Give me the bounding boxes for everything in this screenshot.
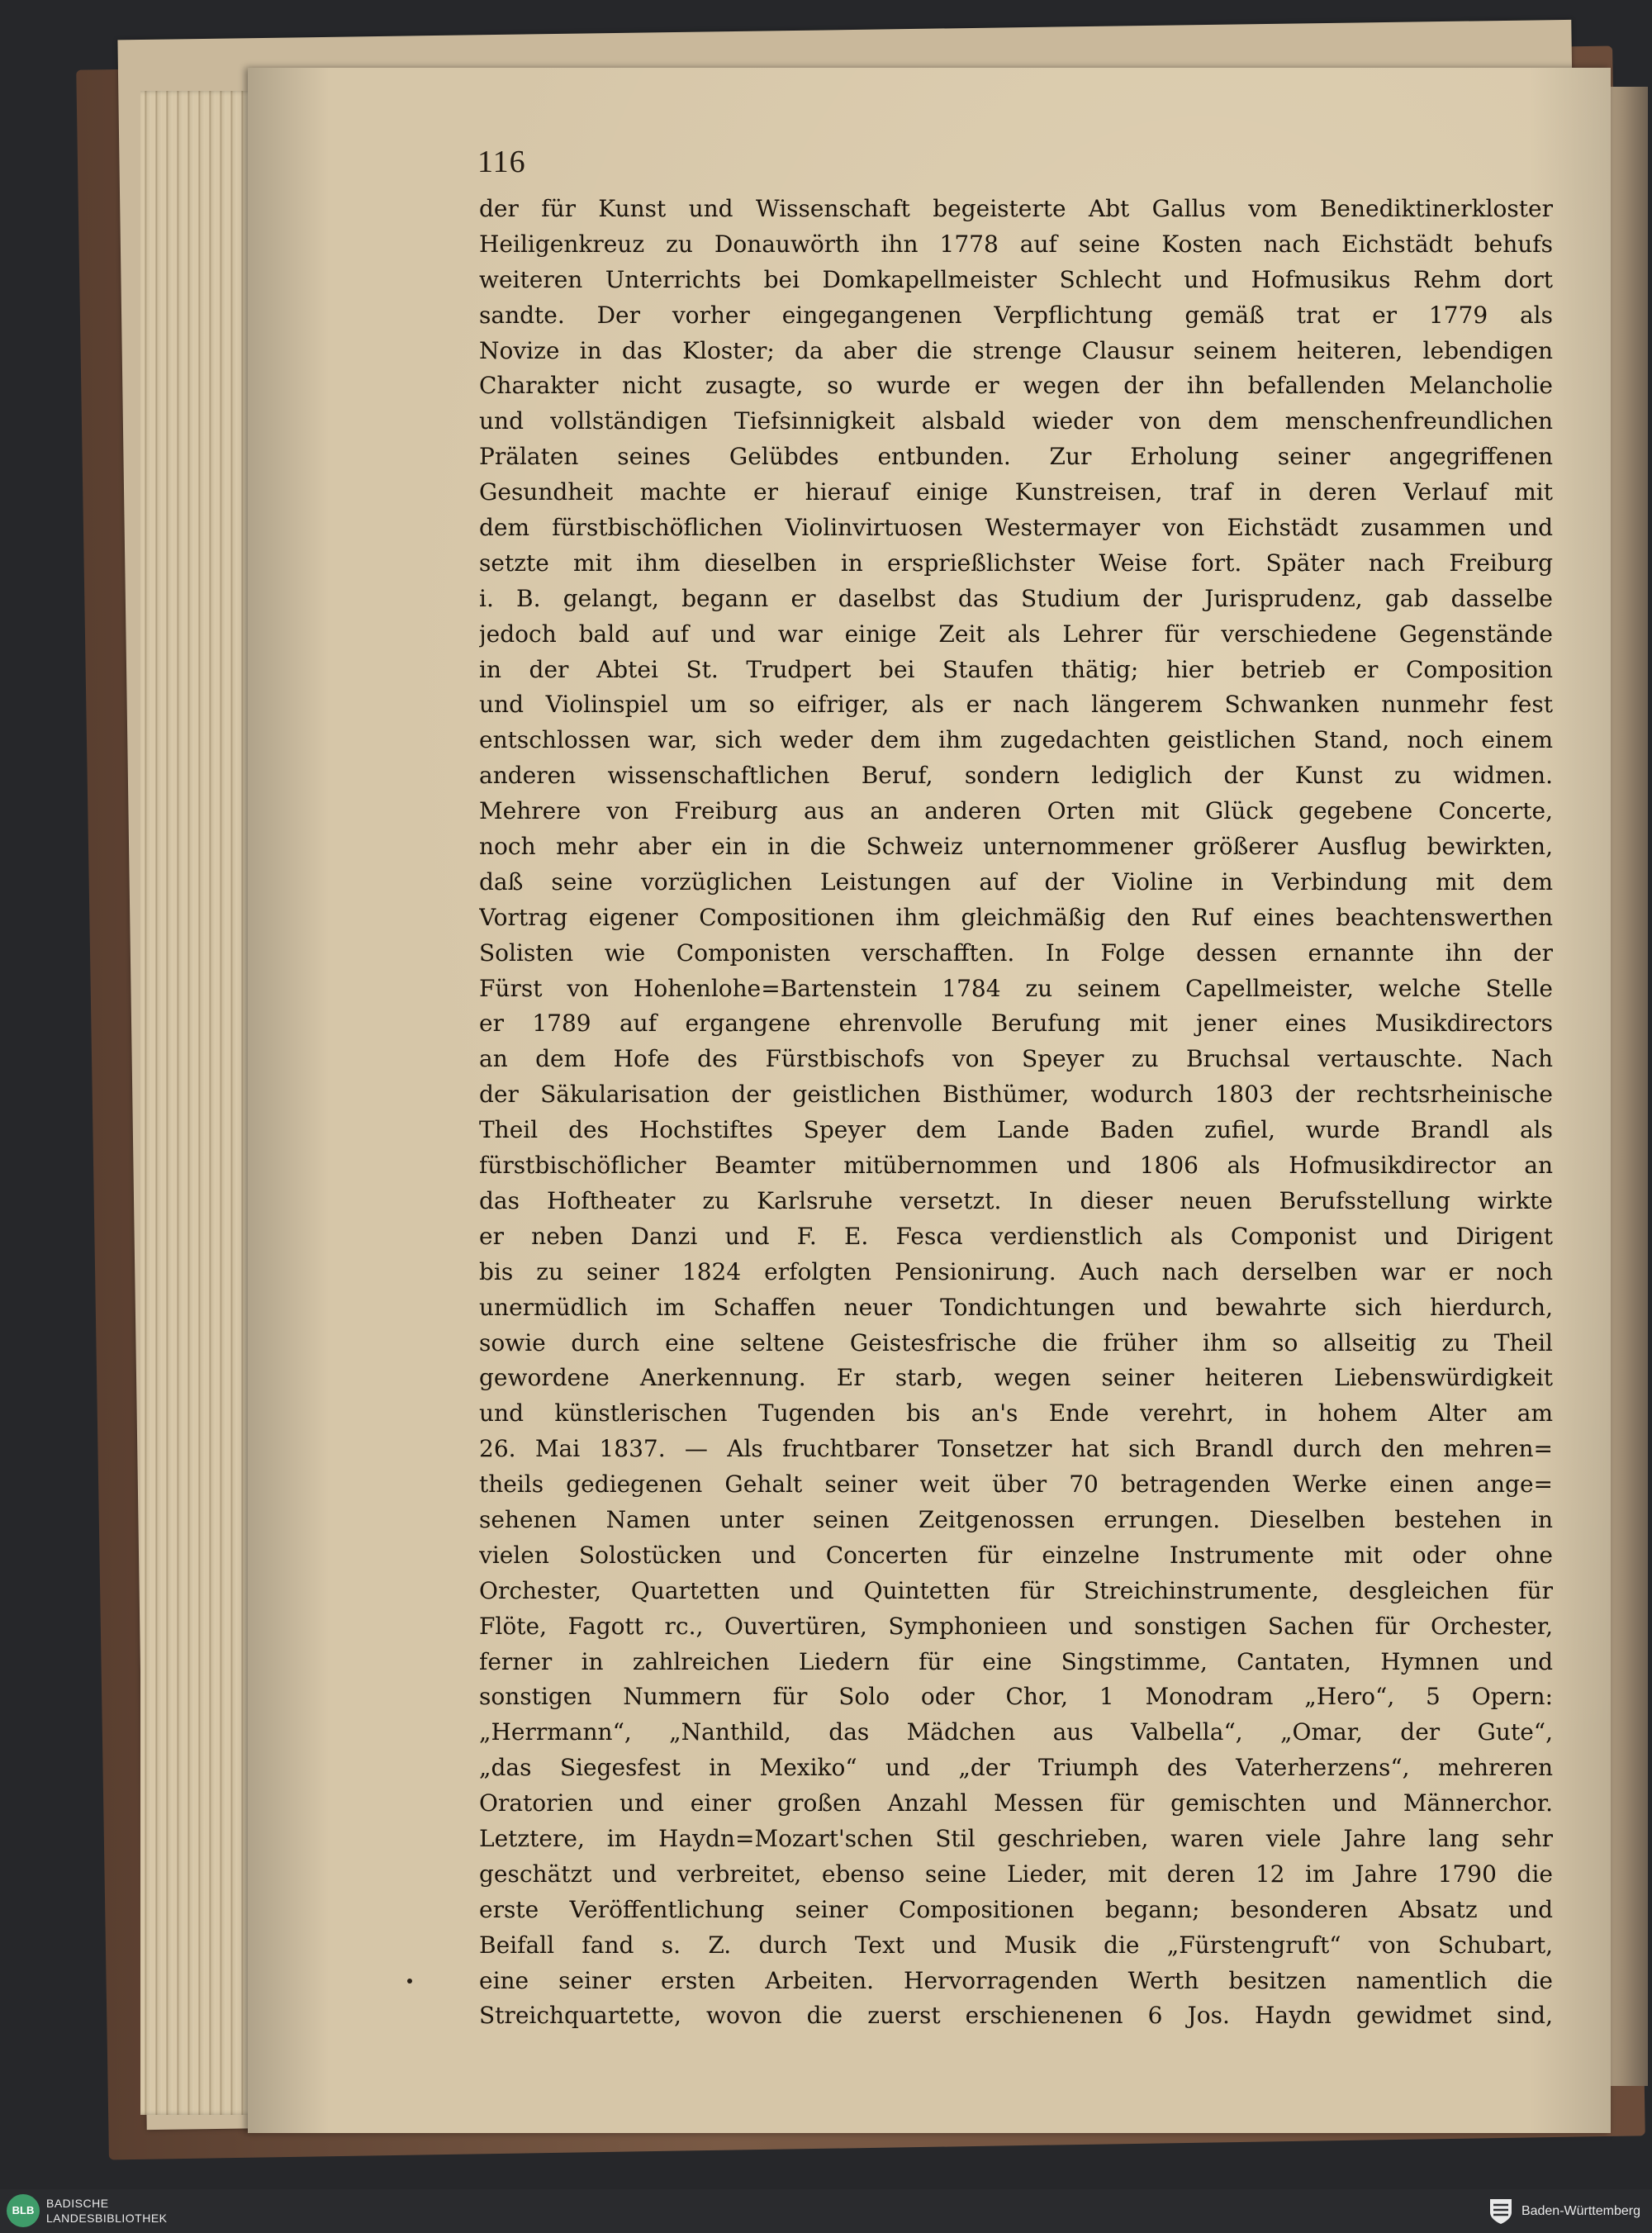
text-line: und Violinspiel um so eifriger, als er nach längerem Schwanken nunmehr fest bbox=[479, 691, 1553, 719]
text-line: weiteren Unterrichts bei Domkapellmeister Schlecht und Hofmusikus Rehm dort bbox=[479, 265, 1553, 293]
page-number: 116 bbox=[477, 145, 526, 179]
text-line: 26. Mai 1837. — Als fruchtbarer Tonsetzer hat sich Brandl durch den mehren= bbox=[479, 1435, 1553, 1463]
text-line: entschlossen war, sich weder dem ihm zugedachten geistlichen Stand, noch einem bbox=[479, 726, 1553, 754]
bw-brand[interactable] bbox=[1488, 2196, 1640, 2227]
text-line: der für Kunst und Wissenschaft begeisterte Abt Gallus vom Benediktinerkloster bbox=[479, 195, 1553, 222]
text-line: dem fürstbischöflichen Violinvirtuosen Westermayer von Eichstädt zusammen und bbox=[479, 514, 1553, 542]
text-line: und künstlerischen Tugenden bis an's Ende verehrt, in hohem Alter am bbox=[479, 1399, 1553, 1428]
text-line: sowie durch eine seltene Geistesfrische die früher ihm so allseitig zu Theil bbox=[479, 1328, 1553, 1356]
text-line: er 1789 auf ergangene ehrenvolle Berufung mit jener eines Musikdirectors bbox=[479, 1010, 1553, 1038]
text-line: daß seine vorzüglichen Leistungen auf der Violine in Verbindung mit dem bbox=[479, 867, 1553, 896]
text-line: Fürst von Hohenlohe=Bartenstein 1784 zu seinem Capellmeister, welche Stelle bbox=[479, 974, 1553, 1002]
text-line: Orchester, Quartetten und Quintetten für Streichinstrumente, desgleichen für bbox=[479, 1576, 1553, 1604]
text-line: theils gediegenen Gehalt seiner weit über 70 betragenden Werke einen ange= bbox=[479, 1470, 1553, 1499]
blb-name-line2: LANDESBIBLIOTHEK bbox=[46, 2212, 168, 2225]
ink-speck bbox=[407, 1979, 412, 1984]
text-line: Letztere, im Haydn=Mozart'schen Stil geschrieben, waren viele Jahre lang sehr bbox=[479, 1824, 1553, 1852]
text-line: Theil des Hochstiftes Speyer dem Lande Baden zufiel, wurde Brandl als bbox=[479, 1116, 1553, 1144]
text-line: gewordene Anerkennung. Er starb, wegen seiner heiteren Liebenswürdigkeit bbox=[479, 1364, 1553, 1392]
text-line: Novize in das Kloster; da aber die strenge Clausur seinem heiteren, lebendigen bbox=[479, 336, 1553, 364]
text-line: er neben Danzi und F. E. Fesca verdienstlich als Componist und Dirigent bbox=[479, 1222, 1553, 1250]
text-line: Mehrere von Freiburg aus an anderen Orten mit Glück gegebene Concerte, bbox=[479, 797, 1553, 825]
text-line: sandte. Der vorher eingegangenen Verpflichtung gemäß trat er 1779 als bbox=[479, 301, 1553, 329]
text-line: bis zu seiner 1824 erfolgten Pensionirung. Auch nach derselben war er noch bbox=[479, 1257, 1553, 1285]
blb-name bbox=[46, 2196, 168, 2226]
text-line: Solisten wie Componisten verschafften. In Folge dessen ernannte ihn der bbox=[479, 938, 1553, 967]
viewer-footer bbox=[0, 2189, 1652, 2233]
text-line: noch mehr aber ein in die Schweiz unternommener größerer Ausflug bewirkten, bbox=[479, 833, 1553, 861]
text-line: vielen Solostücken und Concerten für einzelne Instrumente mit oder ohne bbox=[479, 1541, 1553, 1569]
text-line: Streichquartette, wovon die zuerst erschienenen 6 Jos. Haydn gewidmet sind, bbox=[479, 2002, 1553, 2030]
text-line: in der Abtei St. Trudpert bei Staufen thätig; hier betrieb er Composition bbox=[479, 655, 1553, 683]
page-body-text bbox=[479, 192, 1553, 2034]
text-line: erste Veröffentlichung seiner Compositionen begann; besonderen Absatz und bbox=[479, 1895, 1553, 1923]
bw-label: Baden-Württemberg bbox=[1521, 2204, 1640, 2218]
text-line: „das Siegesfest in Mexiko“ und „der Triumph des Vaterherzens“, mehreren bbox=[479, 1754, 1553, 1782]
blb-name-line1: BADISCHE bbox=[46, 2197, 109, 2210]
text-line: i. B. gelangt, begann er daselbst das Studium der Jurisprudenz, gab dasselbe bbox=[479, 584, 1553, 612]
text-line: Prälaten seines Gelübdes entbunden. Zur Erholung seiner angegriffenen bbox=[479, 443, 1553, 471]
text-line: jedoch bald auf und war einige Zeit als Lehrer für verschiedene Gegenstände bbox=[479, 620, 1553, 648]
text-line: anderen wissenschaftlichen Beruf, sondern lediglich der Kunst zu widmen. bbox=[479, 762, 1553, 790]
text-line: ferner in zahlreichen Liedern für eine Singstimme, Cantaten, Hymnen und bbox=[479, 1647, 1553, 1675]
text-line: Charakter nicht zusagte, so wurde er wegen der ihn befallenden Melancholie bbox=[479, 372, 1553, 400]
book-page bbox=[248, 68, 1611, 2133]
text-line: eine seiner ersten Arbeiten. Hervorragenden Werth besitzen namentlich die bbox=[479, 1966, 1553, 1994]
text-line: Heiligenkreuz zu Donauwörth ihn 1778 auf seine Kosten nach Eichstädt behufs bbox=[479, 230, 1553, 258]
text-line: Gesundheit machte er hierauf einige Kunstreisen, traf in deren Verlauf mit bbox=[479, 478, 1553, 506]
page-stack-edges bbox=[140, 91, 264, 2115]
text-line: fürstbischöflicher Beamter mitübernommen und 1806 als Hofmusikdirector an bbox=[479, 1152, 1553, 1180]
blb-logo[interactable]: BLB bbox=[7, 2194, 40, 2227]
bw-crest-icon bbox=[1488, 2197, 1513, 2226]
text-line: sonstigen Nummern für Solo oder Chor, 1 Monodram „Hero“, 5 Opern: bbox=[479, 1683, 1553, 1711]
text-line: das Hoftheater zu Karlsruhe versetzt. In dieser neuen Berufsstellung wirkte bbox=[479, 1186, 1553, 1214]
text-line: Oratorien und einer großen Anzahl Messen für gemischten und Männerchor. bbox=[479, 1789, 1553, 1817]
text-line: an dem Hofe des Fürstbischofs von Speyer zu Bruchsal vertauschte. Nach bbox=[479, 1045, 1553, 1073]
text-line: sehenen Namen unter seinen Zeitgenossen errungen. Dieselben bestehen in bbox=[479, 1505, 1553, 1533]
text-line: Vortrag eigener Compositionen ihm gleichmäßig den Ruf eines beachtenswerthen bbox=[479, 903, 1553, 931]
text-line: unermüdlich im Schaffen neuer Tondichtungen und bewahrte sich hierdurch, bbox=[479, 1293, 1553, 1321]
text-line: „Herrmann“, „Nanthild, das Mädchen aus Valbella“, „Omar, der Gute“, bbox=[479, 1718, 1553, 1746]
text-line: der Säkularisation der geistlichen Bisthümer, wodurch 1803 der rechtsrheinische bbox=[479, 1081, 1553, 1109]
text-line: Flöte, Fagott rc., Ouvertüren, Symphonieen und sonstigen Sachen für Orchester, bbox=[479, 1612, 1553, 1640]
text-line: geschätzt und verbreitet, ebenso seine Lieder, mit deren 12 im Jahre 1790 die bbox=[479, 1860, 1553, 1888]
text-line: und vollständigen Tiefsinnigkeit alsbald wieder von dem menschenfreundlichen bbox=[479, 407, 1553, 435]
text-line: setzte mit ihm dieselben in ersprießlichster Weise fort. Später nach Freiburg bbox=[479, 549, 1553, 577]
text-line: Beifall fand s. Z. durch Text und Musik die „Fürstengruft“ von Schubart, bbox=[479, 1931, 1553, 1959]
